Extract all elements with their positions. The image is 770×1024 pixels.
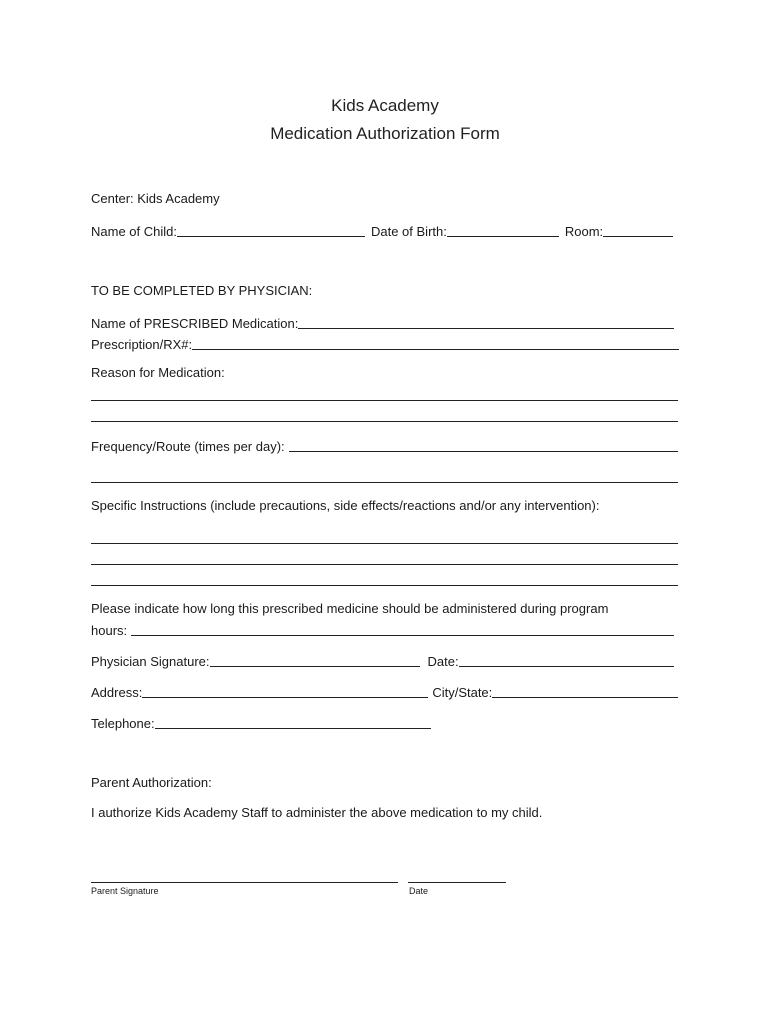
physician-signature-label: Physician Signature: bbox=[91, 654, 210, 669]
parent-signature-caption: Parent Signature bbox=[91, 886, 159, 896]
address-label: Address: bbox=[91, 685, 143, 700]
room-label: Room: bbox=[564, 224, 604, 239]
parent-heading: Parent Authorization: bbox=[91, 775, 212, 790]
instructions-line-2[interactable] bbox=[91, 564, 678, 565]
child-name-field[interactable] bbox=[177, 222, 365, 237]
dob-field[interactable] bbox=[447, 222, 559, 237]
medication-label: Name of PRESCRIBED Medication: bbox=[91, 316, 299, 331]
physician-date-field[interactable] bbox=[459, 652, 674, 667]
child-name-label: Name of Child: bbox=[91, 224, 177, 239]
duration-row bbox=[91, 618, 674, 638]
dob-label: Date of Birth: bbox=[370, 224, 447, 239]
city-state-label: City/State: bbox=[432, 685, 493, 700]
child-info-row bbox=[91, 219, 673, 239]
instructions-label: Specific Instructions (include precautions, side effects/reactions and/or any intervention): bbox=[91, 498, 600, 513]
instructions-line-3[interactable] bbox=[91, 585, 678, 586]
reason-label: Reason for Medication: bbox=[91, 365, 225, 380]
telephone-label: Telephone: bbox=[91, 716, 155, 731]
org-title: Kids Academy bbox=[331, 96, 439, 115]
parent-date-field[interactable] bbox=[408, 882, 506, 883]
duration-label-line-1: Please indicate how long this prescribed medicine should be administered during program bbox=[91, 601, 609, 616]
telephone-row bbox=[91, 711, 431, 731]
center-label: Center: Kids Academy bbox=[91, 191, 220, 206]
frequency-row bbox=[91, 434, 678, 454]
medication-row bbox=[91, 311, 674, 331]
parent-signature-field[interactable] bbox=[91, 882, 398, 883]
room-field[interactable] bbox=[603, 222, 673, 237]
reason-line-1[interactable] bbox=[91, 400, 678, 401]
physician-signature-row bbox=[91, 649, 674, 669]
frequency-line-2[interactable] bbox=[91, 482, 678, 483]
form-title: Medication Authorization Form bbox=[270, 124, 500, 143]
rx-label: Prescription/RX#: bbox=[91, 337, 193, 352]
frequency-label: Frequency/Route (times per day): bbox=[91, 439, 285, 454]
rx-row bbox=[91, 332, 679, 352]
frequency-field[interactable] bbox=[289, 437, 678, 452]
medication-field[interactable] bbox=[298, 314, 674, 329]
instructions-line-1[interactable] bbox=[91, 543, 678, 544]
city-state-field[interactable] bbox=[492, 683, 678, 698]
duration-label-line-2: hours: bbox=[91, 623, 128, 638]
parent-date-caption: Date bbox=[409, 886, 429, 896]
rx-field[interactable] bbox=[192, 335, 679, 350]
physician-date-label: Date: bbox=[427, 654, 459, 669]
reason-line-2[interactable] bbox=[91, 421, 678, 422]
duration-field[interactable] bbox=[131, 621, 674, 636]
physician-signature-field[interactable] bbox=[210, 652, 420, 667]
parent-statement: I authorize Kids Academy Staff to administer the above medication to my child. bbox=[91, 805, 543, 820]
address-row bbox=[91, 680, 678, 700]
telephone-field[interactable] bbox=[155, 714, 431, 729]
address-field[interactable] bbox=[142, 683, 428, 698]
physician-heading: TO BE COMPLETED BY PHYSICIAN: bbox=[91, 283, 313, 298]
